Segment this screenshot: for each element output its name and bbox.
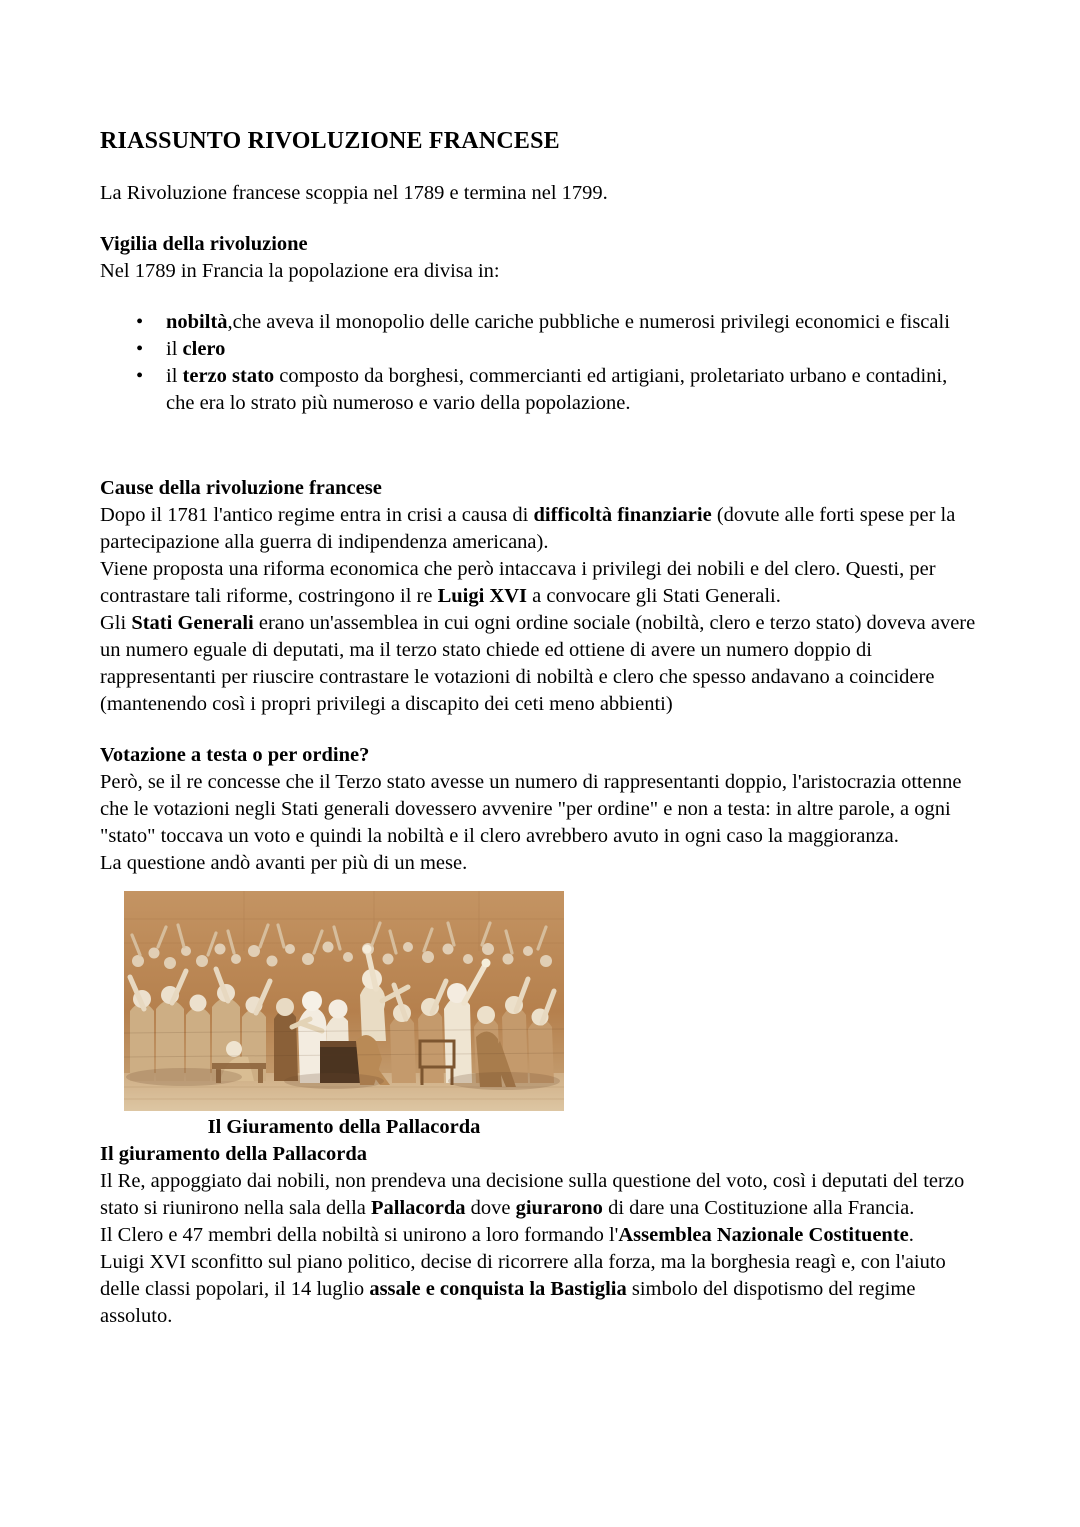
text-run: Luigi XVI sconfitto sul piano politico, decise di ricorrere alla forza, ma la borghesia reagì e, con l'aiuto delle classi popolari, il 14 luglio	[100, 1251, 946, 1300]
text-bold-giurarono: giurarono	[515, 1197, 603, 1219]
cause-paragraph-1	[100, 502, 980, 556]
text-run: simbolo del dispotismo del regime assoluto.	[100, 1278, 916, 1327]
illustration-svg	[124, 891, 564, 1111]
cause-paragraph-2	[100, 556, 980, 610]
text-run: Il Clero e 47 membri della nobiltà si unirono a loro formando l'	[100, 1224, 619, 1246]
text-run: Il Re, appoggiato dai nobili, non prendeva una decisione sulla questione del voto, così i deputati del terzo stato si riunirono nella sala della	[100, 1170, 965, 1219]
spacer	[100, 718, 980, 742]
figure-caption: Il Giuramento della Pallacorda	[207, 1116, 481, 1138]
section-heading-cause: Cause della rivoluzione francese	[100, 477, 382, 499]
vigilia-intro-line: Nel 1789 in Francia la popolazione era divisa in:	[100, 260, 500, 282]
text-run: Viene proposta una riforma economica che però intaccava i privilegi dei nobili e del clero. Questi, per contrastare tali riforme, costringono il re	[100, 558, 936, 607]
intro-paragraph: La Rivoluzione francese scoppia nel 1789 e termina nel 1799.	[100, 182, 608, 204]
giuramento-paragraph-2	[100, 1222, 980, 1249]
text-run: di dare una Costituzione alla Francia.	[602, 1197, 915, 1219]
text-run: a convocare gli Stati Generali.	[527, 585, 781, 607]
votazione-paragraph-1: Però, se il re concesse che il Terzo stato avesse un numero di rappresentanti doppio, l'aristocrazia ottenne che le votazioni negli Stati generali dovessero avvenire "per ordine" e non a testa: in altre parole, a ogni "stato" toccava un voto e quindi la nobiltà e il clero avrebbero avuto in ogni caso la maggioranza.	[100, 771, 962, 847]
spacer	[100, 207, 980, 231]
text-bold-bastiglia: assale e conquista la Bastiglia	[369, 1278, 627, 1300]
text-bold-assemblea: Assemblea Nazionale Costituente	[618, 1224, 909, 1246]
giuramento-paragraph-3	[100, 1249, 980, 1330]
list-item-bold-lead: nobiltà	[166, 311, 228, 333]
tennis-court-oath-illustration	[124, 891, 564, 1111]
text-bold-luigi: Luigi XVI	[437, 585, 527, 607]
text-run: .	[908, 1224, 914, 1246]
list-item-bold: clero	[182, 338, 226, 360]
list-item-lead: il	[166, 365, 183, 387]
section-heading-giuramento: Il giuramento della Pallacorda	[100, 1143, 368, 1165]
spacer	[100, 877, 980, 891]
page-title: RIASSUNTO RIVOLUZIONE FRANCESE	[100, 128, 560, 154]
list-item	[100, 363, 980, 417]
list-item-text: ,che aveva il monopolio delle cariche pubbliche e numerosi privilegi economici e fiscali	[227, 311, 950, 333]
list-item-lead: il	[166, 338, 183, 360]
text-run: dove	[465, 1197, 516, 1219]
section-heading-vigilia: Vigilia della rivoluzione	[100, 233, 308, 255]
text-run: Gli	[100, 612, 132, 634]
spacer	[100, 417, 980, 475]
figure-block	[124, 891, 564, 1141]
giuramento-paragraph-1	[100, 1168, 980, 1222]
cause-paragraph-3	[100, 610, 980, 718]
spacer	[100, 285, 980, 309]
text-bold-stati-generali: Stati Generali	[131, 612, 254, 634]
text-run: (dovute alle forti spese per la partecipazione alla guerra di indipendenza americana).	[100, 504, 956, 553]
list-item	[100, 336, 980, 363]
text-run: Dopo il 1781 l'antico regime entra in crisi a causa di	[100, 504, 534, 526]
document-body	[100, 126, 980, 1330]
list-item-bold: terzo stato	[182, 365, 275, 387]
list-item-text: composto da borghesi, commercianti ed artigiani, proletariato urbano e contadini, che era lo strato più numeroso e vario della popolazione.	[166, 365, 948, 414]
text-bold-pallacorda: Pallacorda	[370, 1197, 466, 1219]
social-classes-list	[100, 309, 980, 417]
text-run: erano un'assemblea in cui ogni ordine sociale (nobiltà, clero e terzo stato) doveva avere un numero eguale di deputati, ma il terzo stato chiede ed ottiene di avere un numero doppio di rappresentanti per riuscire contrastare le votazioni di nobiltà e clero che spesso andavano a coincidere (mantenendo così i propri privilegi a discapito dei ceti meno abbienti)	[100, 612, 976, 715]
votazione-paragraph-2: La questione andò avanti per più di un mese.	[100, 852, 468, 874]
text-bold-difficolta: difficoltà finanziarie	[533, 504, 712, 526]
list-item	[100, 309, 980, 336]
section-heading-votazione: Votazione a testa o per ordine?	[100, 744, 370, 766]
spacer	[100, 156, 980, 180]
